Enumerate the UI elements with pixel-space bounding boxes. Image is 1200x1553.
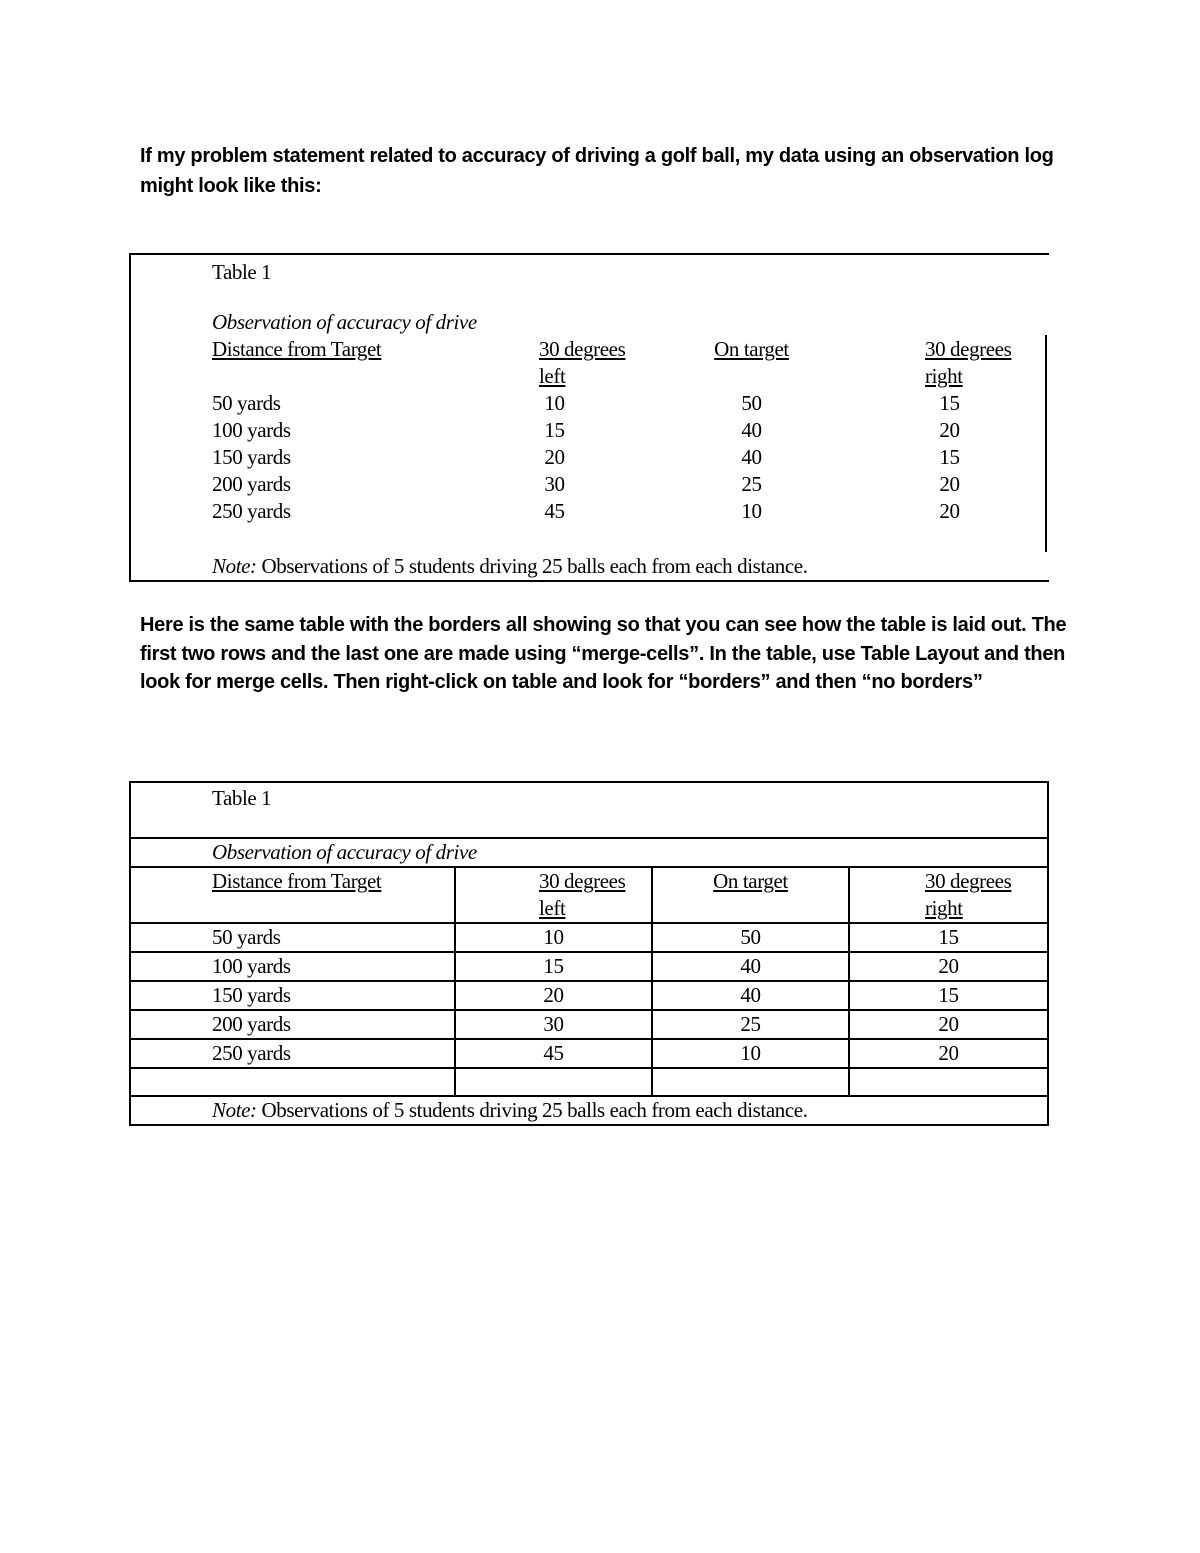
on-target-cell: 40 [652,981,849,1010]
distance-cell: 200 yards [130,1010,455,1039]
distance-cell: 150 yards [212,445,291,469]
table-row [130,981,1048,1010]
header-30-degrees-right: 30 degrees right [925,337,1012,388]
right-cell: 15 [849,923,1048,952]
right-cell: 20 [849,952,1048,981]
right-cell: 20 [939,418,960,442]
table-title: Observation of accuracy of drive [130,838,1048,867]
left-cell: 10 [455,923,652,952]
borderless-table-container [129,253,1049,582]
header-on-target: On target [714,337,789,361]
left-cell: 10 [544,391,565,415]
table-row [130,1039,1048,1068]
on-target-cell: 10 [741,499,762,523]
table-note: Note: Observations of 5 students driving 25 balls each from each distance. [130,1096,1048,1125]
table-row [131,390,1049,417]
right-cell: 15 [939,445,960,469]
on-target-cell: 10 [652,1039,849,1068]
right-cell: 20 [849,1010,1048,1039]
left-cell: 15 [455,952,652,981]
table-row [130,923,1048,952]
empty-cell [849,1068,1048,1096]
distance-cell: 250 yards [130,1039,455,1068]
bordered-table-container [129,781,1049,1126]
distance-cell: 250 yards [212,499,291,523]
right-cell: 15 [939,391,960,415]
left-cell: 15 [544,418,565,442]
empty-cell [652,1068,849,1096]
distance-cell: 200 yards [212,472,291,496]
left-cell: 20 [544,445,565,469]
right-cell: 20 [939,472,960,496]
table-note: Note: Observations of 5 students driving 25 balls each from each distance. [212,554,808,578]
on-target-cell: 40 [741,418,762,442]
header-30-degrees-left: 30 degrees left [455,867,652,923]
on-target-cell: 40 [741,445,762,469]
distance-cell: 150 yards [130,981,455,1010]
table-row [130,1010,1048,1039]
on-target-cell: 25 [741,472,762,496]
left-cell: 20 [455,981,652,1010]
table-row [131,444,1049,471]
left-cell: 30 [544,472,565,496]
on-target-cell: 40 [652,952,849,981]
partial-right-border [1045,335,1047,552]
header-on-target: On target [652,867,849,923]
intro-paragraph: If my problem statement related to accuracy of driving a golf ball, my data using an observation log might look like this: [140,145,1054,197]
right-cell: 20 [939,499,960,523]
explanation-paragraph: Here is the same table with the borders all showing so that you can see how the table is laid out. The first two rows and the last one are made using “merge-cells”. In the table, use Table Layout and then look for merge cells. Then right-click on table and look for “borders” and then “no borders” [140,614,1067,693]
header-30-degrees-left: 30 degrees left [539,337,626,388]
table-row [131,417,1049,444]
empty-row [131,525,1049,553]
left-cell: 45 [544,499,565,523]
header-distance: Distance from Target [130,867,455,923]
empty-cell [130,1068,455,1096]
table-row [131,471,1049,498]
on-target-cell: 25 [652,1010,849,1039]
left-cell: 45 [455,1039,652,1068]
header-30-degrees-right: 30 degrees right [849,867,1048,923]
on-target-cell: 50 [652,923,849,952]
empty-row [130,1068,1048,1096]
right-cell: 15 [849,981,1048,1010]
left-cell: 30 [455,1010,652,1039]
header-distance: Distance from Target [212,337,382,361]
distance-cell: 50 yards [130,923,455,952]
bordered-table [129,781,1049,1126]
right-cell: 20 [849,1039,1048,1068]
on-target-cell: 50 [741,391,762,415]
distance-cell: 100 yards [130,952,455,981]
table-label: Table 1 [130,782,1048,838]
distance-cell: 50 yards [212,391,281,415]
table-label: Table 1 [212,260,272,284]
distance-cell: 100 yards [212,418,291,442]
borderless-table [131,255,1049,580]
table-row [131,498,1049,525]
empty-cell [455,1068,652,1096]
table-title: Observation of accuracy of drive [212,310,477,334]
table-row [130,952,1048,981]
